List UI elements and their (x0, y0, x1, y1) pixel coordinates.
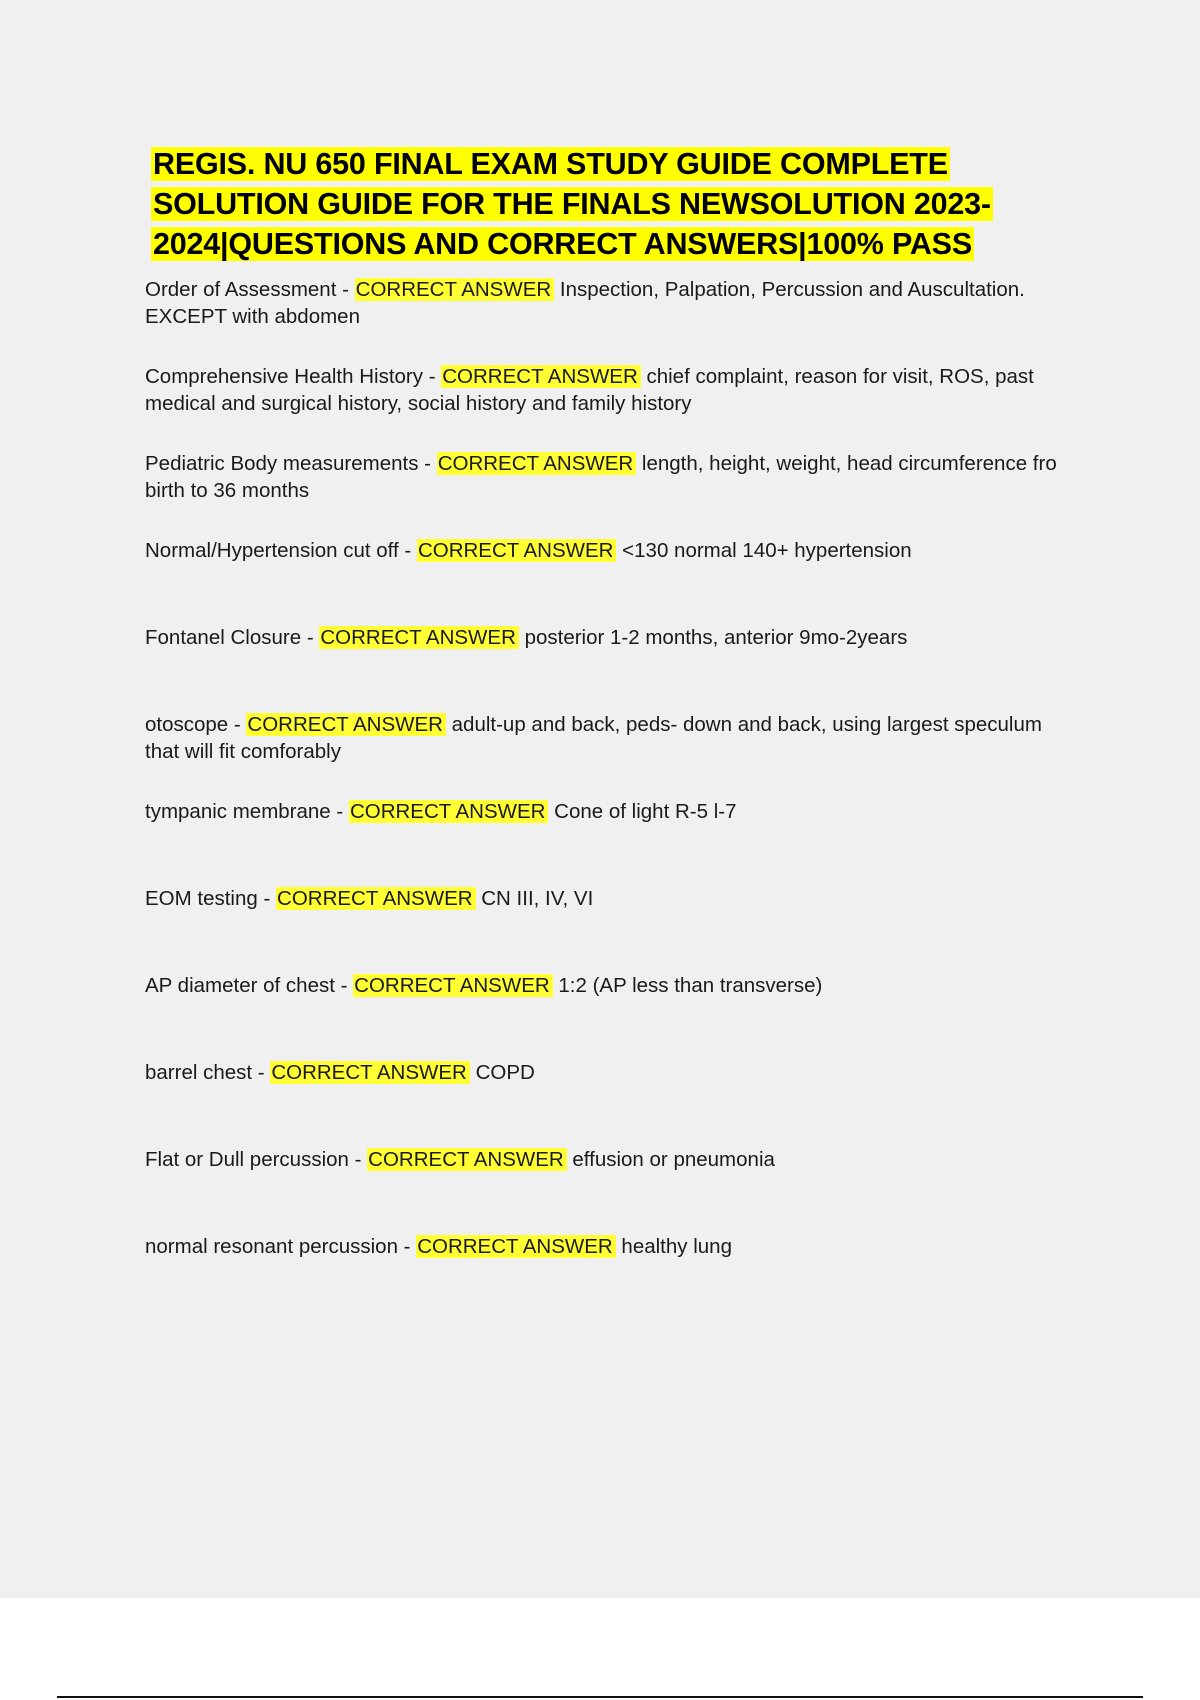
qa-answer: adult-up and back, peds- down and back, using largest speculum that will fit comforably (145, 713, 1042, 763)
qa-separator: - (330, 800, 349, 823)
qa-question: tympanic membrane (145, 800, 331, 823)
qa-item (145, 1059, 1075, 1086)
qa-question: normal resonant percussion (145, 1235, 398, 1258)
qa-item (145, 450, 1075, 504)
qa-answer: effusion or pneumonia (572, 1148, 775, 1171)
qa-answer: <130 normal 140+ hypertension (622, 539, 912, 562)
correct-answer-marker: CORRECT ANSWER (319, 626, 519, 649)
document-title (151, 144, 1075, 264)
correct-answer-marker: CORRECT ANSWER (416, 1235, 616, 1258)
qa-item (145, 798, 1075, 825)
qa-separator: - (348, 1148, 368, 1171)
qa-answer: Inspection, Palpation, Percussion and Auscultation. EXCEPT with abdomen (145, 278, 1025, 328)
qa-item (145, 1146, 1075, 1173)
qa-item (145, 624, 1075, 651)
qa-answer: CN III, IV, VI (481, 887, 594, 910)
qa-item (145, 276, 1075, 330)
correct-answer-marker: CORRECT ANSWER (349, 800, 549, 823)
qa-question: barrel chest (145, 1061, 253, 1084)
qa-item (145, 711, 1075, 765)
qa-answer: 1:2 (AP less than transverse) (558, 974, 823, 997)
qa-item (145, 363, 1075, 417)
qa-separator: - (334, 974, 354, 997)
correct-answer-marker: CORRECT ANSWER (355, 278, 555, 301)
qa-separator: - (397, 1235, 417, 1258)
correct-answer-marker: CORRECT ANSWER (417, 539, 617, 562)
qa-question: Order of Assessment (145, 278, 337, 301)
correct-answer-marker: CORRECT ANSWER (437, 452, 637, 475)
qa-question: Pediatric Body measurements (145, 452, 419, 475)
document-content (145, 144, 1075, 1320)
qa-separator: - (398, 539, 417, 562)
qa-separator: - (228, 713, 247, 736)
footer-rule (57, 1696, 1143, 1698)
qa-question: Normal/Hypertension cut off (145, 539, 399, 562)
document-title-text: REGIS. NU 650 FINAL EXAM STUDY GUIDE COMPLETE SOLUTION GUIDE FOR THE FINALS NEWSOLUTION 2023-2024|QUESTIONS AND CORRECT ANSWERS|100% PASS (153, 147, 991, 261)
qa-item (145, 1233, 1075, 1260)
qa-answer: Cone of light R-5 l-7 (554, 800, 737, 823)
qa-question: Fontanel Closure (145, 626, 302, 649)
qa-question: Comprehensive Health History (145, 365, 424, 388)
qa-answer: healthy lung (621, 1235, 732, 1258)
qa-list (145, 276, 1075, 1260)
qa-separator: - (418, 452, 437, 475)
qa-separator: - (257, 887, 277, 910)
qa-question: Flat or Dull percussion (145, 1148, 349, 1171)
qa-question: AP diameter of chest (145, 974, 335, 997)
correct-answer-marker: CORRECT ANSWER (353, 974, 553, 997)
correct-answer-marker: CORRECT ANSWER (270, 1061, 470, 1084)
correct-answer-marker: CORRECT ANSWER (367, 1148, 567, 1171)
qa-item (145, 972, 1075, 999)
qa-separator: - (301, 626, 320, 649)
qa-question: otoscope (145, 713, 229, 736)
qa-separator: - (336, 278, 355, 301)
qa-separator: - (423, 365, 442, 388)
qa-item (145, 885, 1075, 912)
qa-answer: chief complaint, reason for visit, ROS, past medical and surgical history, social history and family history (145, 365, 1034, 415)
qa-question: EOM testing (145, 887, 258, 910)
qa-answer: COPD (475, 1061, 535, 1084)
correct-answer-marker: CORRECT ANSWER (276, 887, 476, 910)
correct-answer-marker: CORRECT ANSWER (441, 365, 641, 388)
qa-answer: length, height, weight, head circumference fro birth to 36 months (145, 452, 1057, 502)
qa-separator: - (252, 1061, 271, 1084)
qa-answer: posterior 1-2 months, anterior 9mo-2years (524, 626, 908, 649)
correct-answer-marker: CORRECT ANSWER (246, 713, 446, 736)
qa-item (145, 537, 1075, 564)
